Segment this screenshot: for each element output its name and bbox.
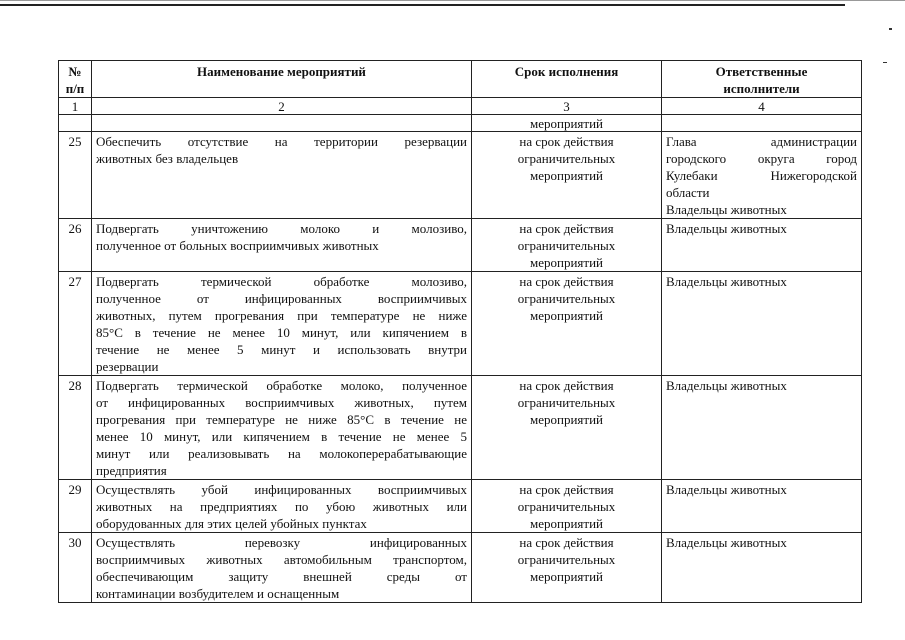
table-row: [59, 272, 862, 376]
term: [472, 533, 662, 603]
measure-name-line: резервации: [96, 359, 159, 374]
measure-name-line: животных на предприятиях по убою животных или: [96, 499, 467, 514]
table-row: [59, 480, 862, 533]
responsible: [662, 272, 862, 376]
term-line: ограничительных: [517, 291, 616, 306]
measure-name: [92, 480, 472, 533]
responsible-line: Кулебаки Нижегородской: [666, 168, 857, 183]
responsible: [662, 132, 862, 219]
responsible-line: городского округа город: [666, 151, 857, 166]
term-line: ограничительных: [517, 238, 616, 253]
page-edge-line: [0, 0, 905, 1]
term: [472, 272, 662, 376]
responsible-line: Владельцы животных: [666, 274, 787, 289]
measure-name-line: Осуществлять убой инфицированных восприимчивых: [96, 482, 467, 497]
measure-name: [92, 132, 472, 219]
row-number: 26: [59, 219, 92, 272]
measure-name-line: Подвергать термической обработке молоко, полученное: [96, 378, 467, 393]
term-line: мероприятий: [530, 168, 603, 183]
measure-name-line: Обеспечить отсутствие на территории резервации: [96, 134, 467, 149]
table-row: [59, 533, 862, 603]
term-line: на срок действия: [519, 535, 614, 550]
responsible-line: Владельцы животных: [666, 535, 787, 550]
term: [472, 132, 662, 219]
measure-name-line: полученное от инфицированных восприимчивых: [96, 291, 467, 306]
row-number: 25: [59, 132, 92, 219]
term: [472, 480, 662, 533]
measure-name: [92, 376, 472, 480]
column-number: 4: [662, 98, 862, 115]
responsible-line: Глава администрации: [666, 134, 857, 149]
measure-name: [92, 219, 472, 272]
measure-name-line: прогревания при температуре не ниже 85°С в течение не: [96, 412, 467, 427]
term-line: на срок действия: [519, 274, 614, 289]
row-number: 29: [59, 480, 92, 533]
row-number: 28: [59, 376, 92, 480]
measure-name-line: предприятия: [96, 463, 167, 478]
term-line: на срок действия: [519, 221, 614, 236]
measure-name: [92, 272, 472, 376]
term-line: на срок действия: [519, 134, 614, 149]
measure-name-line: восприимчивых животных автомобильным транспортом,: [96, 552, 467, 567]
term-line: мероприятий: [530, 516, 603, 531]
term: [472, 376, 662, 480]
measure-name-line: Осуществлять перевозку инфицированных: [96, 535, 467, 550]
header-term: Срок исполнения: [472, 61, 662, 98]
responsible-line: Владельцы животных: [666, 202, 787, 217]
header-num: № п/п: [59, 61, 92, 98]
scan-speck: [889, 28, 892, 30]
measure-name-line: минут или реализовывать на молокоперерабатывающие: [96, 446, 467, 461]
term-line: ограничительных: [517, 499, 616, 514]
term-line: на срок действия: [519, 482, 614, 497]
term-line: мероприятий: [530, 255, 603, 270]
measure-name-line: Подвергать уничтожению молоко и молозиво,: [96, 221, 467, 236]
responsible: [662, 480, 862, 533]
term-line: ограничительных: [517, 395, 616, 410]
measure-name-line: животных, путем прогревания при температуре не ниже: [96, 308, 467, 323]
responsible-line: Владельцы животных: [666, 378, 787, 393]
term-line: на срок действия: [519, 378, 614, 393]
responsible: [662, 219, 862, 272]
term-line: ограничительных: [517, 151, 616, 166]
term-line: мероприятий: [530, 412, 603, 427]
scan-speck: [883, 62, 887, 63]
measure-name-line: обеспечивающим защиту внешней среды от: [96, 569, 467, 584]
measure-name: [92, 533, 472, 603]
header-rule: [0, 4, 845, 6]
continuation-term: мероприятий: [472, 115, 662, 132]
responsible-line: Владельцы животных: [666, 482, 787, 497]
responsible-line: области: [666, 185, 710, 200]
column-number: 1: [59, 98, 92, 115]
measure-name-line: менее 10 минут, или кипячением в течение не менее 5: [96, 429, 467, 444]
measures-table: [58, 60, 862, 603]
column-number-row: [59, 98, 862, 115]
table-header-row: [59, 61, 862, 98]
column-number: 2: [92, 98, 472, 115]
term-line: мероприятий: [530, 569, 603, 584]
continuation-row: [59, 115, 862, 132]
column-number: 3: [472, 98, 662, 115]
measure-name-line: 85°С в течение не менее 10 минут, или кипячением в: [96, 325, 467, 340]
measure-name-line: Подвергать термической обработке молозиво,: [96, 274, 467, 289]
measure-name-line: от инфицированных восприимчивых животных, путем: [96, 395, 467, 410]
table-row: [59, 132, 862, 219]
measure-name-line: контаминации возбудителем и оснащенным: [96, 586, 340, 601]
measure-name-line: оборудованных для этих целей убойных пунктах: [96, 516, 367, 531]
header-name: Наименование мероприятий: [92, 61, 472, 98]
responsible: [662, 533, 862, 603]
term-line: мероприятий: [530, 308, 603, 323]
header-responsible: Ответственные исполнители: [662, 61, 862, 98]
row-number: 27: [59, 272, 92, 376]
measure-name-line: животных без владельцев: [96, 151, 239, 166]
measure-name-line: течение не менее 5 минут и использовать внутри: [96, 342, 467, 357]
table-row: [59, 376, 862, 480]
term: [472, 219, 662, 272]
responsible: [662, 376, 862, 480]
table-row: [59, 219, 862, 272]
measure-name-line: полученное от больных восприимчивых животных: [96, 238, 379, 253]
row-number: 30: [59, 533, 92, 603]
responsible-line: Владельцы животных: [666, 221, 787, 236]
term-line: ограничительных: [517, 552, 616, 567]
